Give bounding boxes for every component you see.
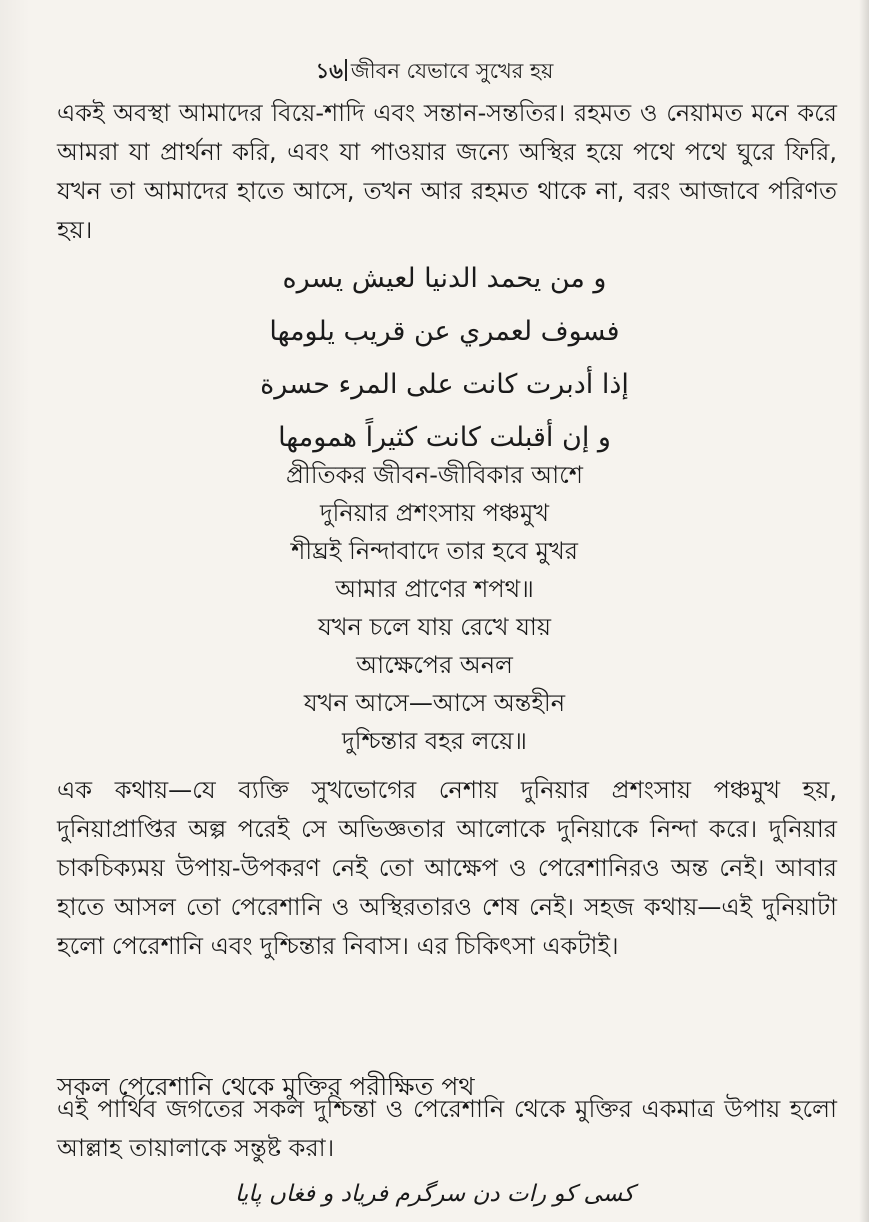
paragraph-summary: এক কথায়—যে ব্যক্তি সুখভোগের নেশায় দুনিয়ার প্রশংসায় পঞ্চমুখ হয়, দুনিয়াপ্রাপ্তির অল্প পরেই সে অভিজ্ঞতার আলোকে দুনিয়াকে নিন্দা করে। দুনিয়ার চাকচিক্যময় উপায়-উপকরণ নেই তো আক্ষেপ ও পেরেশানিরও অন্ত নেই। আবার হাতে আসল তো পেরেশানি ও অস্থিরতারও শেষ নেই। সহজ কথায়—এই দুনিয়াটা হলো পেরেশানি এবং দুশ্চিন্তার নিবাস। এর চিকিৎসা একটাই। xyxy=(57,776,837,960)
page-number: ১৬ xyxy=(315,59,343,83)
footer-urdu-verse: کسی کو رات دن سرگرم فریاد و فغاں پایا xyxy=(234,1181,635,1207)
bengali-verse-line: আমার প্রাণের শপথ॥ xyxy=(335,575,534,603)
bengali-verse xyxy=(0,456,869,760)
bengali-verse-line: আক্ষেপের অনল xyxy=(356,651,513,679)
bengali-verse-line: শীঘ্রই নিন্দাবাদে তার হবে মুখর xyxy=(291,537,578,565)
bengali-verse-line: যখন চলে যায় রেখে যায় xyxy=(317,613,552,641)
bengali-verse-line: দুশ্চিন্তার বহর লয়ে॥ xyxy=(342,727,527,755)
running-title: জীবন যেভাবে সুখের হয় xyxy=(350,59,554,83)
paragraph-intro: একই অবস্থা আমাদের বিয়ে-শাদি এবং সন্তান-সন্ততির। রহমত ও নেয়ামত মনে করে আমরা যা প্রার্থনা করি, এবং যা পাওয়ার জন্যে অস্থির হয়ে পথে পথে ঘুরে ফিরি, যখন তা আমাদের হাতে আসে, তখন আর রহমত থাকে না, বরং আজাবে পরিণত হয়। xyxy=(57,99,837,244)
section-heading: সকল পেরেশানি থেকে মুক্তির পরীক্ষিত পথ xyxy=(57,1071,475,1101)
arabic-verse-line: إذا أدبرت كانت على المرء حسرة xyxy=(260,369,629,400)
arabic-verse-line: و من يحمد الدنيا لعيش يسره xyxy=(282,263,607,294)
bengali-verse-line: যখন আসে—আসে অন্তহীন xyxy=(303,689,566,717)
arabic-verse xyxy=(0,252,869,464)
arabic-verse-line: فسوف لعمري عن قريب يلومها xyxy=(269,316,620,347)
running-header xyxy=(0,56,869,86)
paragraph-solution: এই পার্থিব জগতের সকল দুশ্চিন্তা ও পেরেশানি থেকে মুক্তির একমাত্র উপায় হলো আল্লাহ তায়ালাকে সন্তুষ্ট করা। xyxy=(57,1095,837,1162)
header-divider xyxy=(345,59,347,81)
bengali-verse-line: দুনিয়ার প্রশংসায় পঞ্চমুখ xyxy=(319,499,550,527)
bengali-verse-line: প্রীতিকর জীবন-জীবিকার আশে xyxy=(286,461,583,489)
arabic-verse-line: و إن أقبلت كانت كثيراً همومها xyxy=(278,422,611,453)
